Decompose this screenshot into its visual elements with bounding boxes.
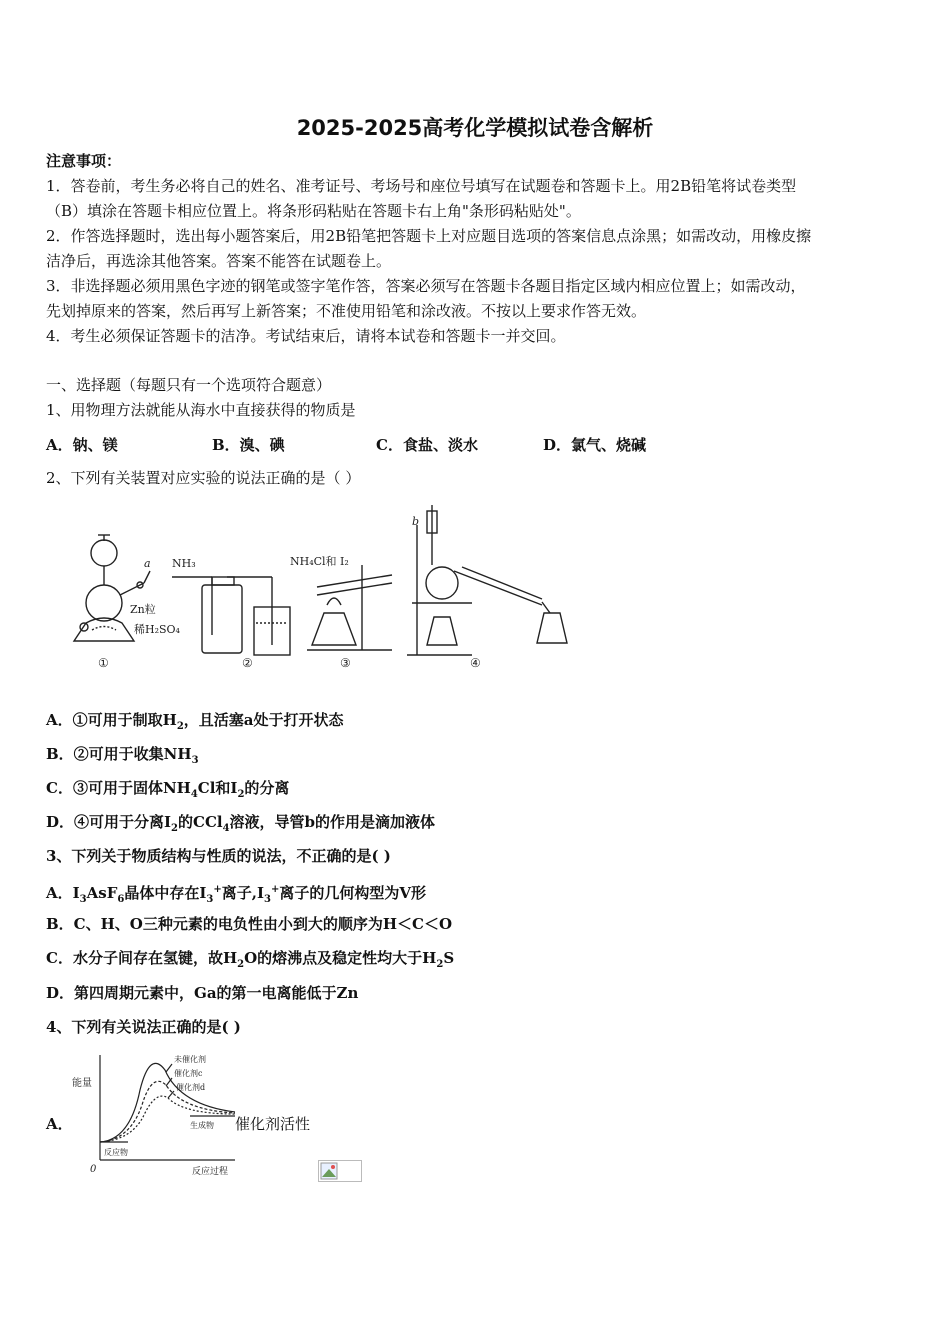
q3-option-a: A．$I_3AsF_6$晶体中存在$I_3^+$离子$,I_3^+$离子的几何构型为V形 (46, 884, 426, 905)
label-catalyst-d: 催化剂d (176, 1083, 206, 1092)
label-1: ① (98, 656, 109, 670)
question-2-stem: 2、下列有关装置对应实验的说法正确的是（ ） (46, 469, 361, 487)
q4-option-a-text: 催化剂活性 (235, 1115, 311, 1133)
origin-label: 0 (90, 1164, 97, 1175)
apparatus-figure (62, 495, 592, 675)
label-zn: Zn粒 (130, 603, 156, 616)
label-nh3: NH₃ (172, 557, 196, 570)
question-4-stem: 4、下列有关说法正确的是( ) (46, 1018, 241, 1036)
notice-line: 3．非选择题必须用黑色字迹的钢笔或签字笔作答，答案必须写在答题卡各题目指定区域内相应位置上；如需改动， (46, 277, 806, 295)
label-2: ② (242, 656, 253, 670)
label-acid: 稀H₂SO₄ (134, 623, 180, 636)
label-b: b (412, 515, 420, 528)
question-3-stem: 3、下列关于物质结构与性质的说法，不正确的是( ) (46, 847, 391, 865)
label-product: 生成物 (190, 1121, 214, 1130)
label-a: a (144, 557, 151, 570)
gas-bottle (172, 577, 290, 655)
notice-line: 4．考生必须保证答题卡的洁净。考试结束后，请将本试卷和答题卡一并交回。 (46, 327, 566, 345)
section-heading: 一、选择题（每题只有一个选项符合题意） (46, 376, 332, 394)
heating-tube (307, 565, 392, 650)
q1-option-c: C．食盐、淡水 (376, 436, 478, 454)
uncatalyzed-curve (100, 1063, 235, 1142)
label-uncatalyzed: 未催化剂 (174, 1055, 206, 1064)
q2-option-a: A．①可用于制取$H_2$，且活塞a处于打开状态 (46, 711, 344, 732)
q3-option-b: B．C、H、O三种元素的电负性由小到大的顺序为H＜C＜O (46, 915, 453, 933)
energy-diagram (70, 1050, 240, 1180)
notice-heading: 注意事项： (46, 152, 122, 170)
notice-line: （B）填涂在答题卡相应位置上。将条形码粘贴在答题卡右上角"条形码粘贴处"。 (46, 202, 581, 220)
label-catalyst-c: 催化剂c (174, 1069, 203, 1078)
page-title: 2025-2025高考化学模拟试卷含解析 (296, 116, 654, 140)
q3-option-c: C．水分子间存在氢键，故$H_2O$的熔沸点及稳定性均大于$H_2S$ (46, 949, 455, 970)
notice-line: 2．作答选择题时，选出每小题答案后，用2B铅笔把答题卡上对应题目选项的答案信息点涂黑；如需改动，用橡皮擦 (46, 227, 812, 245)
q4-option-a-label: A． (46, 1115, 73, 1133)
y-axis-label: 能量 (72, 1078, 92, 1089)
notice-line: 1．答卷前，考生务必将自己的姓名、准考证号、考场号和座位号填写在试题卷和答题卡上。用2B铅笔将试卷类型 (46, 177, 797, 195)
q1-option-a: A．钠、镁 (46, 436, 118, 454)
broken-image-icon (318, 1160, 362, 1182)
q2-option-c: C．③可用于固体$NH_4Cl$和$I_2$的分离 (46, 779, 290, 800)
x-axis-label: 反应过程 (192, 1167, 229, 1177)
notice-line: 洁净后，再选涂其他答案。答案不能答在试题卷上。 (46, 252, 392, 270)
q2-option-d: D．④可用于分离$I_2$的CCl$_4$溶液，导管b的作用是滴加液体 (46, 813, 436, 834)
q3-option-d: D．第四周期元素中，Ga的第一电离能低于Zn (46, 984, 359, 1002)
q1-option-b: B．溴、碘 (212, 436, 285, 454)
label-nh4cl: NH₄Cl和 I₂ (290, 555, 349, 568)
label-4: ④ (470, 656, 481, 670)
distillation-setup (407, 505, 567, 655)
q1-option-d: D．氯气、烧碱 (543, 436, 647, 454)
question-1-stem: 1、用物理方法就能从海水中直接获得的物质是 (46, 401, 356, 419)
label-reactant: 反应物 (104, 1148, 128, 1157)
notice-line: 先划掉原来的答案，然后再写上新答案；不准使用铅笔和涂改液。不按以上要求作答无效。 (46, 302, 647, 320)
label-3: ③ (340, 656, 351, 670)
q2-option-b: B．②可用于收集$NH_3$ (46, 745, 199, 766)
